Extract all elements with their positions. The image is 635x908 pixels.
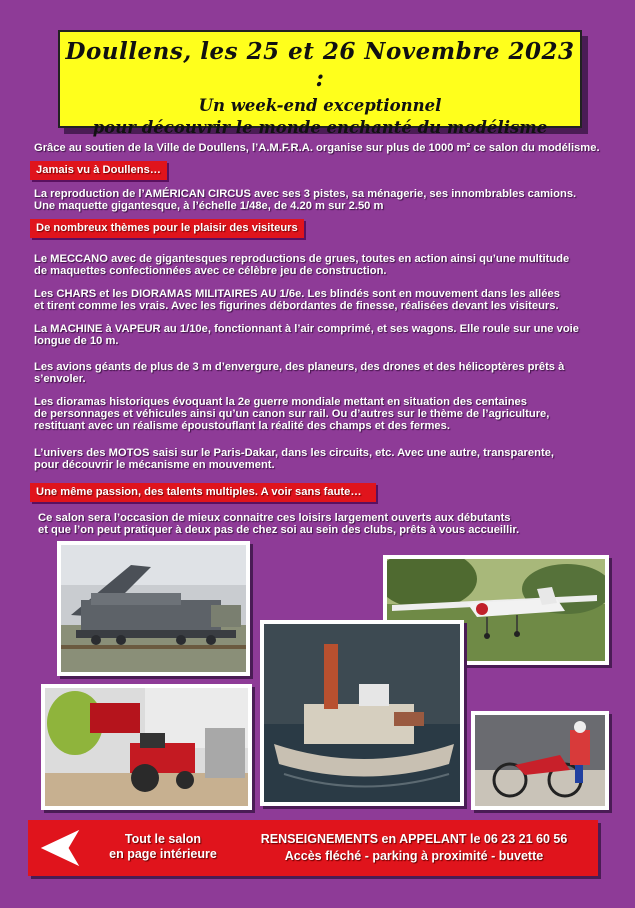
motos-line-2: pour découvrir le mécanisme en mouvement. — [34, 459, 275, 471]
photo-tractor — [41, 684, 252, 810]
avions-line-1: Les avions géants de plus de 3 m d’envergure, des planeurs, des drones et des hélicoptères prêts à — [34, 361, 565, 373]
motorcycle-image — [475, 715, 605, 806]
salon-link[interactable] — [98, 832, 228, 862]
photo-railway-gun — [57, 541, 250, 676]
chars-line-1: Les CHARS et les DIORAMAS MILITAIRES AU 1/6e. Les blindés sont en mouvement dans les allées — [34, 288, 560, 300]
arrow-left-icon — [40, 828, 82, 868]
closing-line-2: et que l’on peut pratiquer à deux pas de chez soi au sein des clubs, prêts à vous accueillir. — [38, 524, 520, 536]
vapeur-line-2: longue de 10 m. — [34, 335, 119, 347]
chars-line-2: et tirent comme les vrais. Avec les figurines débordantes de finesse, réalisées devant les visiteurs. — [34, 300, 559, 312]
info-access: Accès fléché - parking à proximité - buvette — [284, 849, 544, 863]
vapeur-line-1: La MACHINE à VAPEUR au 1/10e, fonctionnant à l’air comprimé, et ses wagons. Elle roule sur une voie — [34, 323, 580, 335]
dioramas-line-1: Les dioramas historiques évoquant la 2e guerre mondiale mettant en situation des centaines — [34, 396, 528, 408]
circus-line-2: Une maquette gigantesque, à l’échelle 1/48e, de 4.20 m sur 2.50 m — [34, 200, 384, 212]
info-block — [238, 831, 590, 865]
photo-motorcycle — [471, 711, 609, 810]
tag-jamais-vu: Jamais vu à Doullens… — [30, 161, 167, 180]
ship-image — [264, 624, 460, 802]
meccano-line-2: de maquettes confectionnées avec ce célèbre jeu de construction. — [34, 265, 387, 277]
title-box — [58, 30, 582, 137]
footer-banner — [28, 820, 598, 876]
salon-line-1: Tout le salon — [124, 832, 202, 846]
railway-gun-image — [61, 545, 246, 672]
tractor-image — [45, 688, 248, 806]
event-title: Doullens, les 25 et 26 Novembre 2023 : — [65, 38, 575, 92]
closing-line-1: Ce salon sera l’occasion de mieux connaitre ces loisirs largement ouverts aux débutants — [38, 512, 511, 524]
event-subtitle-1: Un week-end exceptionnel — [198, 96, 442, 115]
tag-themes: De nombreux thèmes pour le plaisir des visiteurs — [30, 219, 304, 238]
meccano-line-1: Le MECCANO avec de gigantesques reproductions de grues, toutes en action ainsi qu’une multitude — [34, 253, 570, 265]
motos-line-1: L’univers des MOTOS saisi sur le Paris-Dakar, dans les circuits, etc. Avec une autre, transparente, — [34, 447, 555, 459]
dioramas-line-2: de personnages et véhicules ainsi qu’un canon sur rail. Ou d’autres sur le thème de l’agriculture, — [34, 408, 550, 420]
avions-line-2: s’envoler. — [34, 373, 86, 385]
intro-text: Grâce au soutien de la Ville de Doullens, l’A.M.F.R.A. organise sur plus de 1000 m² ce salon du modélisme. — [34, 142, 600, 154]
event-subtitle-2: pour découvrir le monde enchanté du modélisme — [92, 118, 548, 137]
photo-ship — [260, 620, 464, 806]
info-phone: RENSEIGNEMENTS en APPELANT le 06 23 21 60 56 — [260, 832, 568, 846]
tag-passion: Une même passion, des talents multiples. A voir sans faute… — [30, 483, 376, 502]
dioramas-line-3: restituant avec un réalisme époustouflant la réalité des champs et des fermes. — [34, 420, 450, 432]
circus-line-1: La reproduction de l’AMÉRICAN CIRCUS avec ses 3 pistes, sa ménagerie, ses innombrables camions. — [34, 188, 577, 200]
salon-line-2: en page intérieure — [109, 847, 217, 861]
